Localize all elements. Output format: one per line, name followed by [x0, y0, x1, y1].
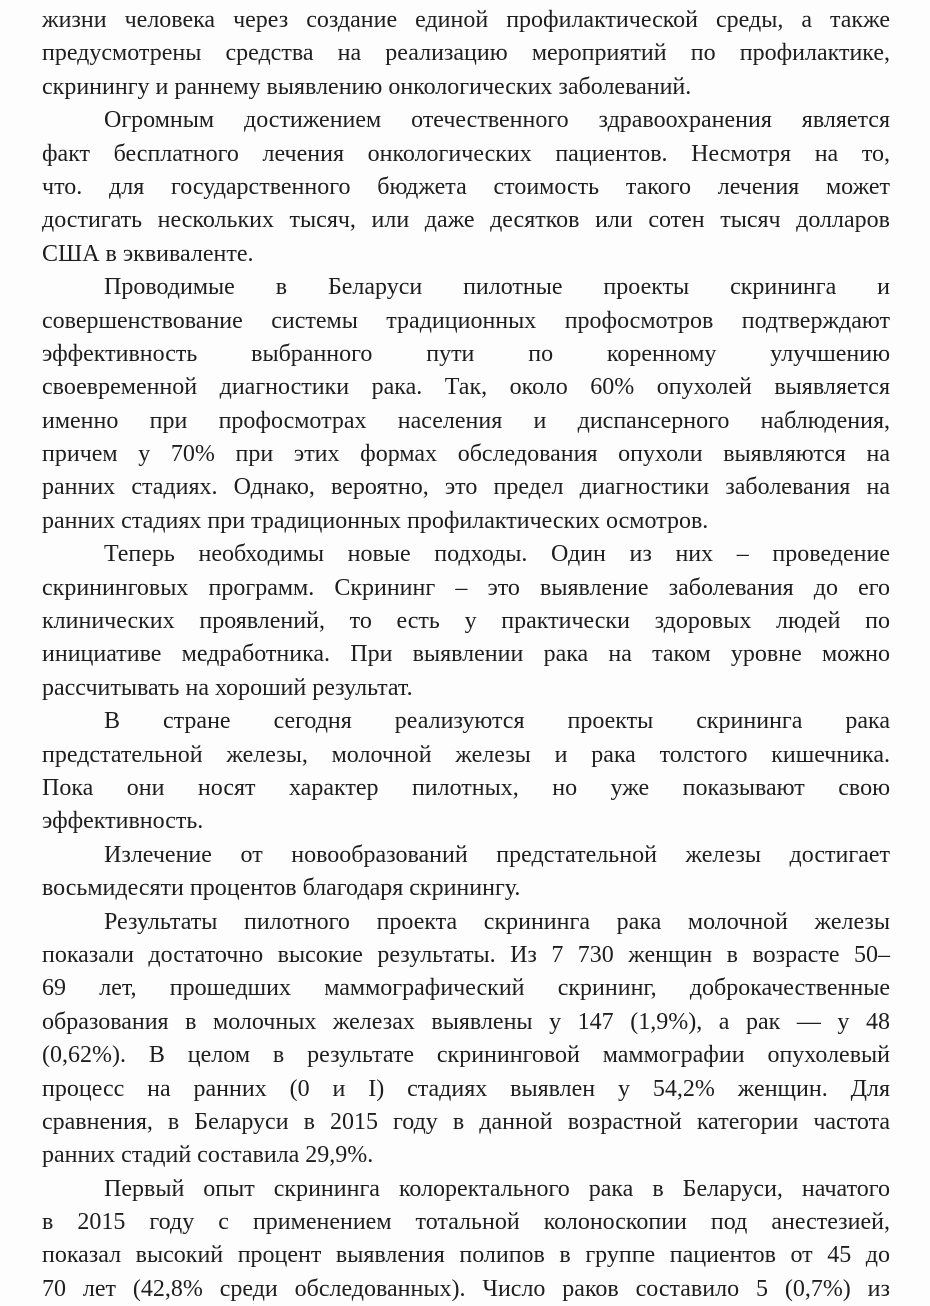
paragraph: [42, 705, 890, 839]
document-page: [42, 4, 890, 1306]
paragraph: [42, 538, 890, 705]
text-line: клинических проявлений, то есть у практически здоровых людей по: [42, 608, 890, 635]
paragraph: [42, 839, 890, 906]
text-line: показали достаточно высокие результаты. Из 7 730 женщин в возрасте 50–: [42, 941, 890, 968]
text-line: (0,62%). В целом в результате скрининговой маммографии опухолевый: [42, 1042, 890, 1069]
text-line: достигать нескольких тысяч, или даже десятков или сотен тысяч долларов: [42, 207, 890, 234]
text-line: предстательной железы, молочной железы и рака толстого кишечника.: [42, 741, 890, 768]
text-line: образования в молочных железах выявлены у 147 (1,9%), а рак — у 48: [42, 1008, 890, 1035]
paragraph: [42, 4, 890, 104]
paragraph: [42, 906, 890, 1173]
text-line: совершенствование системы традиционных профосмотров подтверждают: [42, 307, 890, 334]
text-line: ранних стадиях при традиционных профилактических осмотров.: [42, 507, 709, 534]
text-line: Первый опыт скрининга колоректального рака в Беларуси, начатого: [104, 1175, 890, 1202]
paragraph: [42, 271, 890, 538]
text-line: предусмотрены средства на реализацию мероприятий по профилактике,: [42, 40, 890, 67]
paragraph: [42, 1173, 890, 1306]
text-line: Проводимые в Беларуси пилотные проекты скрининга и: [104, 274, 890, 301]
text-line: эффективность выбранного пути по коренному улучшению: [42, 340, 890, 367]
text-line: сравнения, в Беларуси в 2015 году в данной возрастной категории частота: [42, 1108, 890, 1135]
text-line: США в эквиваленте.: [42, 240, 254, 267]
text-line: жизни человека через создание единой профилактической среды, а также: [42, 7, 890, 33]
text-line: показал высокий процент выявления полипов в группе пациентов от 45 до: [42, 1242, 890, 1269]
text-line: процесс на ранних (0 и I) стадиях выявлен у 54,2% женщин. Для: [42, 1075, 890, 1102]
text-line: ранних стадиях. Однако, вероятно, это предел диагностики заболевания на: [42, 474, 890, 501]
text-line: восьмидесяти процентов благодаря скринингу.: [42, 875, 521, 902]
text-line: Излечение от новообразований предстательной железы достигает: [104, 841, 890, 868]
text-line: рассчитывать на хороший результат.: [42, 674, 413, 701]
text-line: эффективность.: [42, 808, 204, 835]
text-line: Результаты пилотного проекта скрининга рака молочной железы: [104, 908, 890, 935]
text-line: именно при профосмотрах населения и диспансерного наблюдения,: [42, 407, 890, 434]
text-line: причем у 70% при этих формах обследования опухоли выявляются на: [42, 441, 890, 468]
text-line: Пока они носят характер пилотных, но уже показывают свою: [42, 774, 890, 801]
text-line: в 2015 году с применением тотальной колоноскопии под анестезией,: [42, 1209, 890, 1236]
text-line: В стране сегодня реализуются проекты скрининга рака: [104, 708, 890, 735]
paragraph: [42, 104, 890, 271]
text-line: инициативе медработника. При выявлении рака на таком уровне можно: [42, 641, 890, 668]
text-line: что. для государственного бюджета стоимость такого лечения может: [42, 173, 890, 200]
text-line: Огромным достижением отечественного здравоохранения является: [104, 107, 890, 134]
text-line: своевременной диагностики рака. Так, около 60% опухолей выявляется: [42, 374, 890, 401]
text-line: Теперь необходимы новые подходы. Один из них – проведение: [104, 541, 890, 568]
text-line: факт бесплатного лечения онкологических пациентов. Несмотря на то,: [42, 140, 890, 167]
text-line: скрининговых программ. Скрининг – это выявление заболевания до его: [42, 574, 890, 601]
text-line: ранних стадий составила 29,9%.: [42, 1142, 374, 1169]
text-line: скринингу и раннему выявлению онкологических заболеваний.: [42, 73, 692, 100]
text-line: 70 лет (42,8% среди обследованных). Число раков составило 5 (0,7%) из: [42, 1275, 890, 1302]
text-line: 69 лет, прошедших маммографический скрининг, доброкачественные: [42, 975, 890, 1002]
